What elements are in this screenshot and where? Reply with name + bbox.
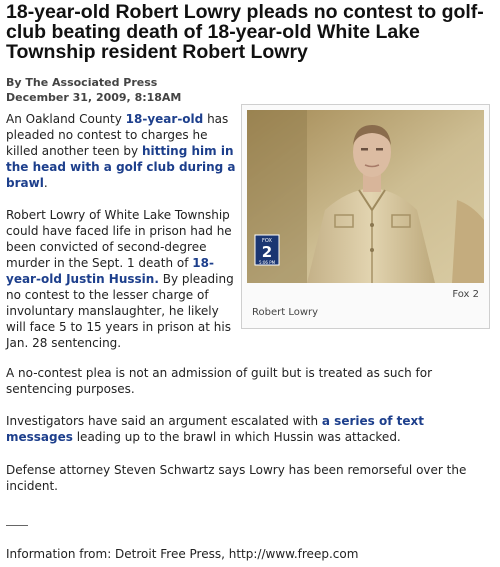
text-span: An Oakland County — [6, 112, 126, 126]
text-span: leading up to the brawl in which Hussin was attacked. — [72, 430, 401, 444]
link-hitting-golf-club[interactable]: hitting him in the head with a golf club during a brawl — [6, 144, 236, 190]
dateline: December 31, 2009, 8:18AM — [6, 91, 182, 104]
photo-image — [247, 110, 484, 283]
article-left-column — [6, 111, 238, 351]
paragraph-2 — [6, 207, 238, 351]
logo-channel-number: 2 — [261, 243, 273, 261]
paragraph-5: Defense attorney Steven Schwartz says Lowry has been remorseful over the incident. — [6, 463, 467, 493]
link-text-messages[interactable]: a series of text messages — [6, 414, 424, 444]
photo-credit: Fox 2 — [452, 289, 479, 300]
link-justin-hussin[interactable]: 18-year-old Justin Hussin. — [6, 256, 214, 286]
text-span: . — [43, 176, 48, 190]
news-photo[interactable] — [247, 110, 484, 283]
divider — [6, 525, 28, 526]
logo-fox-text: FOX — [262, 238, 272, 244]
text-span: By pleading no contest to the lesser charge of involuntary manslaughter, he likely will face 5 to 15 years in prison at his Jan. 28 sentencing. — [6, 272, 234, 350]
link-18-year-old[interactable]: 18-year-old — [125, 112, 204, 126]
byline: By The Associated Press — [6, 76, 158, 89]
paragraph-3: A no-contest plea is not an admission of guilt but is treated as such for sentencing purposes. — [6, 366, 433, 396]
photo-caption: Robert Lowry — [252, 307, 319, 318]
text-span: Investigators have said an argument escalated with — [6, 414, 322, 428]
source-line: Information from: Detroit Free Press, http://www.freep.com — [6, 547, 359, 561]
logo-time: 5:06 PM — [258, 260, 276, 265]
byline-block — [6, 75, 306, 105]
article-headline: 18-year-old Robert Lowry pleads no contest to golf-club beating death of 18-year-old White Lake Township resident Robert Lowry — [6, 1, 484, 63]
paragraph-4 — [6, 413, 492, 445]
paragraph-1 — [6, 111, 238, 191]
text-span: has pleaded no contest to charges he killed another teen by — [6, 112, 229, 158]
text-span: Robert Lowry of White Lake Township could have faced life in prison had he been convicted of second-degree murder in the Sept. 1 death of — [6, 208, 232, 270]
photo-module — [241, 104, 490, 329]
